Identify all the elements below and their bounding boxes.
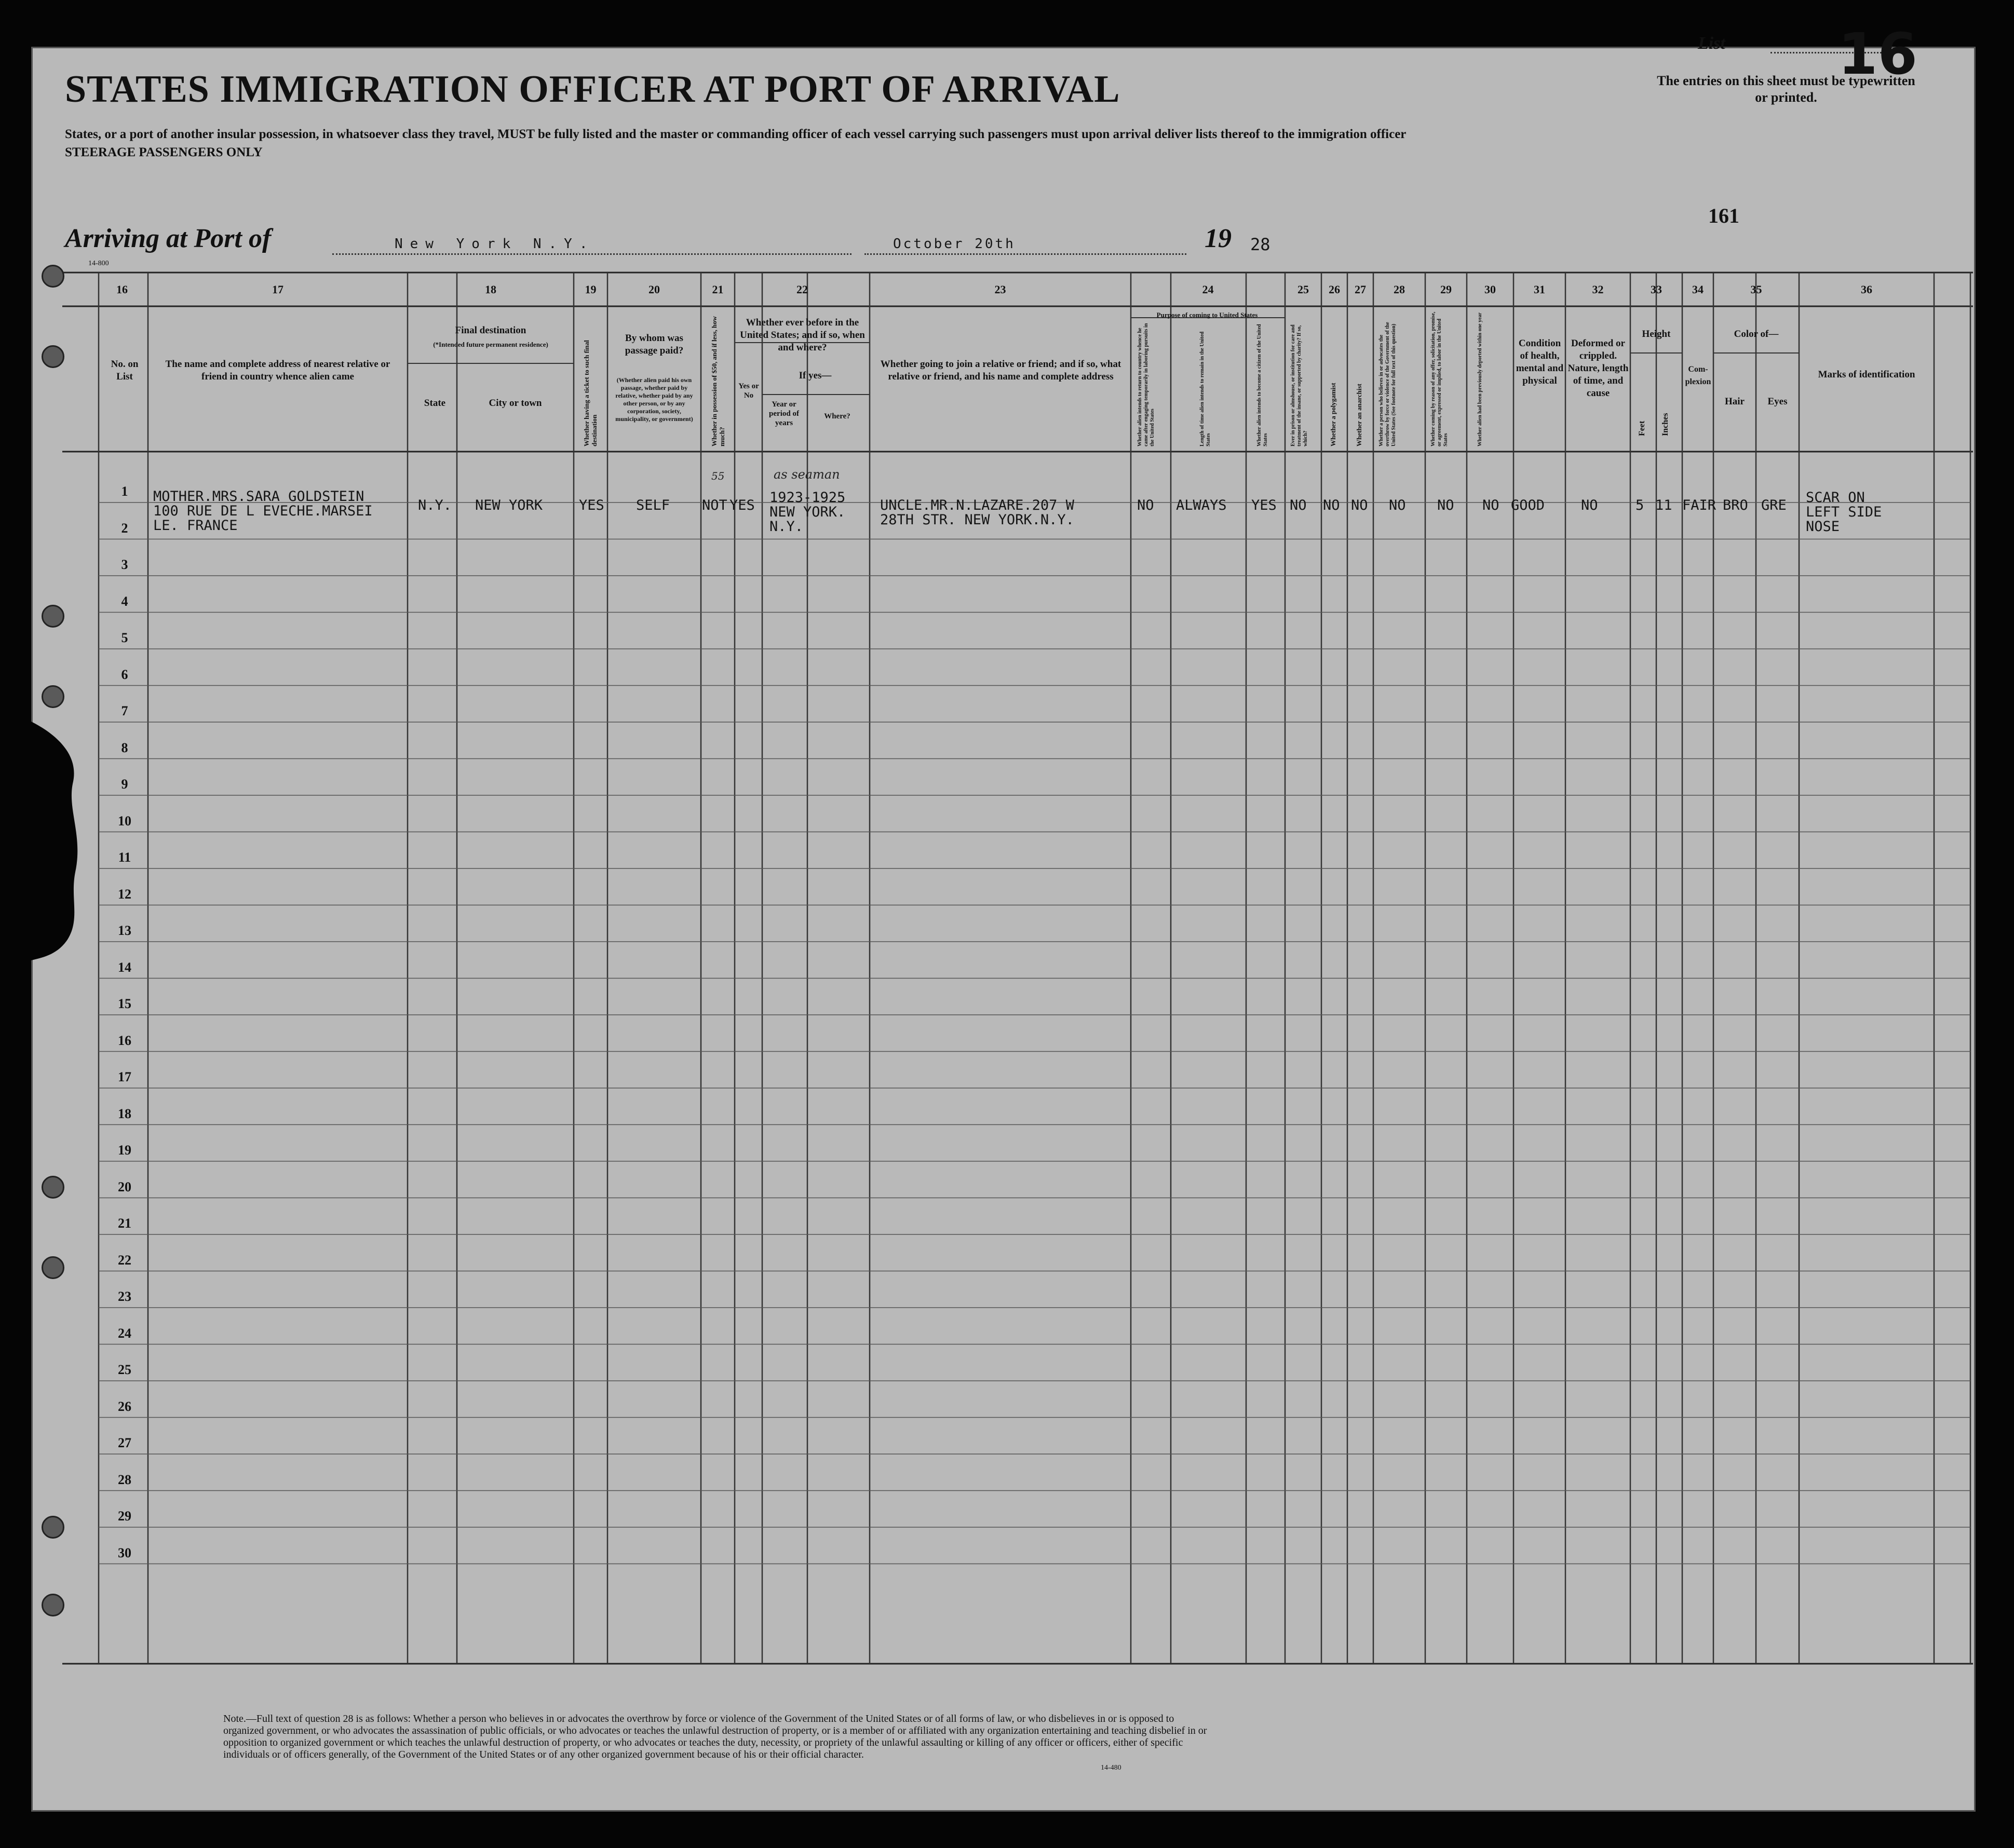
entry-eyes: GRE [1761, 497, 1787, 513]
entry-polygamist: NO [1323, 497, 1340, 513]
row-number: 17 [118, 1069, 131, 1084]
date-value: October 20th [893, 236, 1016, 252]
col-num-26: 26 [1329, 283, 1340, 296]
entry-relative-line2: 100 RUE DE L EVECHE.MARSEI [153, 503, 373, 519]
entry-health: GOOD [1511, 497, 1545, 513]
col-num-25: 25 [1297, 283, 1309, 296]
header-return-intent: Whether alien intends to return to country whence he came after engaging temporarily in laboring pursuits in the United States [1137, 323, 1155, 446]
header-deported: Whether alien had been previously deported within one year [1477, 312, 1483, 446]
row-number: 5 [121, 630, 128, 645]
entry-relative-line1: MOTHER.MRS.SARA GOLDSTEIN [153, 488, 364, 505]
header-prison: Ever in prison or almshouse, or institution for care and treatment of the insane, or supported by charity? If so, which? [1290, 324, 1308, 446]
entry-period: 1923-1925 [769, 490, 846, 506]
col-num-19: 19 [585, 283, 597, 296]
entry-joining-line2: 28TH STR. NEW YORK.N.Y. [880, 512, 1074, 528]
row-number: 24 [118, 1325, 131, 1341]
header-passage-note: (Whether alien paid his own passage, whether paid by relative, whether paid by any other person, or by any corporation, society, municipality, or government) [615, 376, 693, 423]
punch-hole [42, 265, 64, 288]
header-length-of-stay: Length of time alien intends to remain in the United States [1199, 331, 1211, 446]
entry-before-hand: as seaman [774, 467, 840, 482]
header-before-in-us: Whether ever before in the United States; and if so, when and where? [740, 317, 865, 353]
col-num-18: 18 [485, 283, 496, 296]
col-num-17: 17 [272, 283, 283, 296]
list-label: List [1698, 34, 1725, 53]
entry-return-intent: NO [1137, 497, 1154, 513]
header-if-yes: If yes— [799, 370, 832, 381]
col-num-36: 36 [1861, 283, 1872, 296]
row-number: 8 [121, 740, 128, 755]
row-number: 7 [121, 703, 128, 718]
row-number: 3 [121, 557, 128, 572]
row-number: 21 [118, 1216, 131, 1231]
manifest-sheet [31, 47, 1976, 1812]
entry-labor-offer: NO [1437, 497, 1454, 513]
year-suffix: 28 [1250, 235, 1270, 254]
row-number: 19 [118, 1143, 131, 1158]
col-num-22: 22 [796, 283, 808, 296]
header-relative: The name and complete address of nearest relative or friend in country whence alien came [165, 359, 390, 382]
col-num-21: 21 [712, 283, 724, 296]
col-num-33: 33 [1651, 283, 1662, 296]
entry-complexion: FAIR [1682, 497, 1716, 513]
entry-feet: 5 [1635, 497, 1644, 513]
row-number: 18 [118, 1106, 131, 1121]
header-hair: Hair [1725, 396, 1745, 407]
entry-inches: 11 [1655, 497, 1672, 513]
punch-hole [42, 605, 64, 628]
row-number: 10 [118, 813, 131, 828]
row-number: 30 [118, 1545, 131, 1560]
year-prefix: 19 [1205, 224, 1232, 253]
entry-marks-line2: LEFT SIDE [1806, 504, 1882, 520]
row-number: 14 [118, 959, 131, 975]
header-complexion: Com-plexion [1685, 365, 1711, 386]
row-number: 20 [118, 1179, 131, 1194]
row-number: 4 [121, 593, 128, 609]
entry-prison: NO [1290, 497, 1307, 513]
entry-passage-paid: SELF [636, 497, 670, 513]
arriving-label: Arriving at Port of [65, 224, 272, 253]
list-number: 16 [1838, 21, 1918, 87]
col-num-23: 23 [994, 283, 1006, 296]
col-num-27: 27 [1355, 283, 1366, 296]
entry-citizen-intent: YES [1251, 497, 1277, 513]
row-number: 2 [121, 520, 128, 536]
form-subtitle: States, or a port of another insular possession, in whatsoever class they travel, MUST be fully listed and the master or commanding officer of each vessel carrying such passengers must upon arrival deliver lists thereof to the immigration officer [65, 127, 1407, 141]
row-number: 12 [118, 886, 131, 902]
header-deformed: Deformed or crippled. Nature, length of time, and cause [1567, 338, 1629, 399]
entry-money-hand: 55 [711, 470, 725, 482]
header-overthrow: Whether a person who believes in or advocates the overthrow by force or violence of the Government of the United States (See footnote for full text of this question) [1378, 322, 1397, 446]
entry-money: NOT [702, 497, 727, 513]
header-where: Where? [824, 412, 850, 420]
header-inches: Inches [1661, 413, 1670, 436]
header-marks: Marks of identification [1818, 369, 1915, 380]
entry-city: NEW YORK [475, 497, 543, 513]
punch-hole [42, 685, 64, 708]
col-num-34: 34 [1692, 283, 1704, 296]
header-yes-no: Yes or No [738, 382, 759, 400]
punch-hole [42, 1516, 64, 1539]
entry-deformed: NO [1581, 497, 1598, 513]
row-number: 29 [118, 1509, 131, 1524]
punch-hole [42, 1594, 64, 1616]
header-joining: Whether going to join a relative or friend; and if so, what relative or friend, and his name and complete address [880, 359, 1121, 382]
entry-marks-line3: NOSE [1806, 519, 1840, 535]
entries-note: The entries on this sheet must be typewritten or printed. [1657, 73, 1915, 105]
form-title: STATES IMMIGRATION OFFICER AT PORT OF ARRIVAL [65, 68, 1120, 111]
entry-deported: NO [1482, 497, 1499, 513]
col-num-20: 20 [648, 283, 660, 296]
entry-joining-line1: UNCLE.MR.N.LAZARE.207 W [880, 497, 1074, 513]
row-number: 9 [121, 777, 128, 792]
row-number: 26 [118, 1398, 131, 1414]
entry-hair: BRO [1723, 497, 1748, 513]
header-feet: Feet [1638, 420, 1646, 436]
entry-before-in-us: YES [729, 497, 755, 513]
steerage-label: STEERAGE PASSENGERS ONLY [65, 145, 263, 159]
header-eyes: Eyes [1767, 396, 1788, 407]
entry-marks-line1: SCAR ON [1806, 490, 1865, 506]
row-number: 1 [121, 484, 128, 499]
row-number: 27 [118, 1435, 131, 1450]
row-number: 28 [118, 1472, 131, 1487]
col-num-30: 30 [1484, 283, 1496, 296]
entry-state: N.Y. [418, 497, 452, 513]
col-num-32: 32 [1592, 283, 1604, 296]
punch-hole [42, 1256, 64, 1279]
header-labor-offer: Whether coming by reason of any offer, solicitation, promise, or agreement, expressed or implied, to labor in the United States [1430, 311, 1449, 446]
header-passage-paid: By whom was passage paid? [625, 333, 684, 356]
entry-length-of-stay: ALWAYS [1176, 497, 1227, 513]
footnote-code: 14-480 [1101, 1764, 1121, 1772]
entry-where-line1: NEW YORK. [769, 504, 846, 520]
row-number: 25 [118, 1362, 131, 1377]
entry-overthrow: NO [1389, 497, 1406, 513]
col-num-24: 24 [1202, 283, 1214, 296]
header-color-of: Color of— [1734, 329, 1779, 339]
header-period: Year or period of years [769, 400, 799, 427]
header-health: Condition of health, mental and physical [1516, 338, 1564, 386]
row-number: 15 [118, 996, 131, 1011]
row-number: 22 [118, 1252, 131, 1268]
row-number: 6 [121, 667, 128, 682]
header-height: Height [1642, 329, 1671, 339]
header-no-on-list: No. on List [111, 359, 139, 382]
paper-tear [31, 722, 88, 960]
row-number: 13 [118, 923, 131, 938]
header-final-destination-note: (*Intended future permanent residence) [433, 341, 548, 348]
col-num-31: 31 [1534, 283, 1545, 296]
header-final-destination: Final destination [455, 325, 526, 336]
header-city: City or town [489, 398, 542, 409]
footnote: Note.—Full text of question 28 is as follows: Whether a person who believes in or advocates the overthrow by force or violence of the Government of the United States or of all forms of law, or who disbelieves in or is opposed to organized government, or who advocates the assassination of public officials, or who advocates or teaches the unlawful destruction of property, or is a member of or affiliated with any organization entertaining and teaching disbelief in or opposition to organized government or which teaches the unlawful destruction of property, or who advocates or teaches the duty, necessity, or propriety of the unlawful assaulting or killing of any officer or officers, either of specific individuals or of officers generally, of the Government of the United States or of any other organized government because of his or their official character. [223, 1713, 1207, 1760]
row-number: 11 [118, 850, 131, 865]
col-num-16: 16 [116, 283, 128, 296]
row-number: 23 [118, 1289, 131, 1304]
header-money: Whether in possession of $50, and if less, how much? [710, 316, 726, 446]
col-num-28: 28 [1394, 283, 1405, 296]
page-number: 161 [1708, 204, 1739, 227]
entry-anarchist: NO [1351, 497, 1368, 513]
header-state: State [424, 398, 446, 409]
header-polygamist: Whether a polygamist [1329, 383, 1337, 446]
header-purpose: Purpose of coming to United States [1156, 311, 1258, 319]
punch-hole [42, 1176, 64, 1199]
entry-where-line2: N.Y. [769, 519, 804, 535]
entry-relative-line3: LE. FRANCE [153, 518, 238, 534]
header-anarchist: Whether an anarchist [1355, 384, 1363, 446]
punch-hole [42, 345, 64, 368]
port-value: New York N.Y. [395, 236, 595, 252]
col-num-35: 35 [1750, 283, 1762, 296]
row-number: 16 [118, 1032, 131, 1048]
header-ticket: Whether having a ticket to such final destination [583, 340, 598, 446]
form-number: 14-800 [88, 260, 109, 267]
entry-ticket: YES [579, 497, 604, 513]
header-citizen-intent: Whether alien intends to become a citizen of the United States [1256, 324, 1268, 446]
col-num-29: 29 [1440, 283, 1452, 296]
